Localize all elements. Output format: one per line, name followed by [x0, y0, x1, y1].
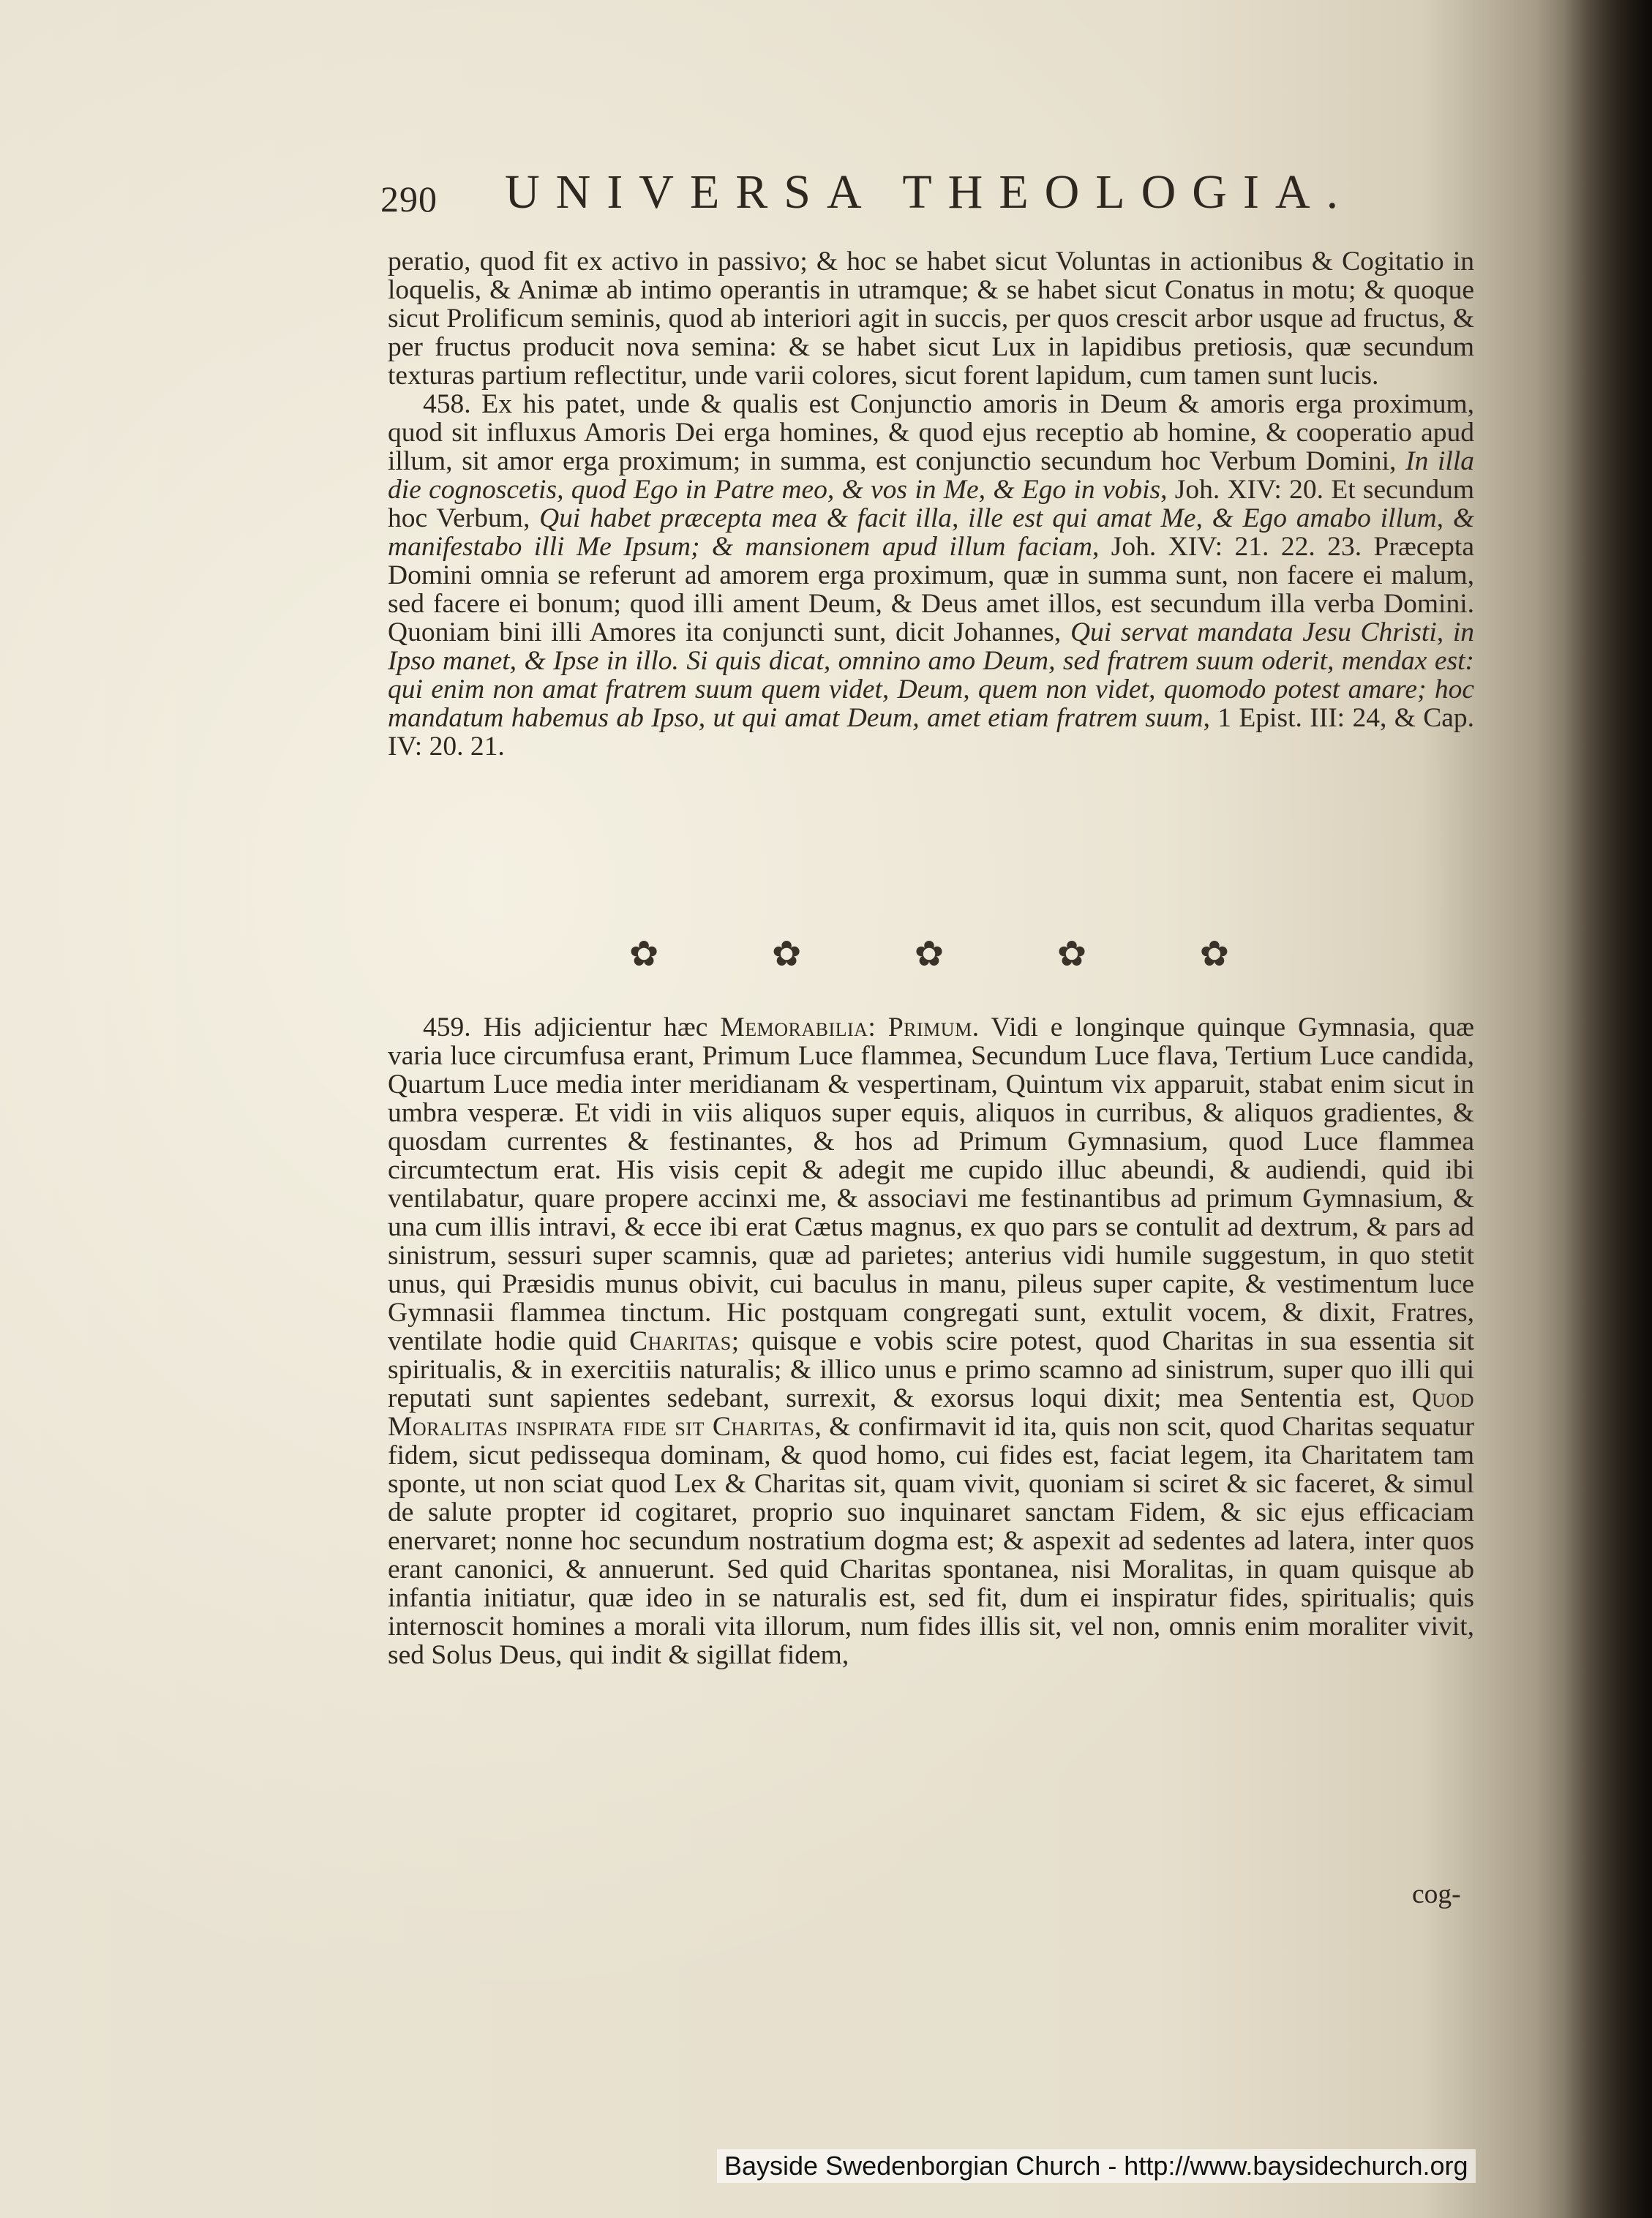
spine-shadow [1564, 0, 1652, 2218]
flower-ornament-icon: ✿ [1199, 935, 1229, 974]
paragraph-continuation: peratio, quod fit ex activo in passivo; & hoc se habet sicut Voluntas in actionibus & Cogitatio in loquelis, & Animæ ab intimo operantis in utramque; & se habet sicut Conatus in motu; & quoque sicut Prolificum seminis, quod ab interiori agit in succis, per quos crescit arbor usque ad fructus, & per fructus producit nova semina: & se habet sicut Lux in lapidibus pretiosis, quæ secundum texturas partium reflectitur, unde varii colores, sicut forent lapidum, cum tamen sunt lucis. [388, 247, 1474, 391]
p459-text-3: , & confirmavit id ita, quis non scit, quod Charitas sequatur fidem, sicut pedissequa dominam, & quod homo, cui fides est, faciat legem, ita Charitatem tam sponte, ut non sciat quod Lex & Charitas sit, quam vivit, quoniam si sciret & sic faceret, & simul de salute propter id cogitaret, proprio suo inquinaret sanctam Fidem, & sic ejus efficaciam enervaret; nonne hoc secundum nostratium dogma est; & aspexit ad sedentes ad latera, inter quos erant canonici, & annuerunt. Sed quid Charitas spontanea, nisi Moralitas, in quam quisque ab infantia initiatur, quæ ideo in se naturalis est, sed fit, dum ei inspiratur fides, spiritualis; quis internoscit homines a morali vita illorum, num fides illis sit, vel non, omnis enim moraliter vivit, sed Solus Deus, qui indit & sigillat fidem, [388, 1412, 1474, 1670]
p459-primum: Primum [887, 1012, 972, 1042]
running-title: UNIVERSA THEOLOGIA. [505, 165, 1355, 219]
catchword: cog- [1412, 1879, 1461, 1909]
p459-text-2: ; quisque e vobis scire potest, quod Charitas in sua essentia sit spiritualis, & in exercitiis naturalis; & illico unus e primo scamno ad sinistrum, super quo illi qui reputati sunt sapientes sedebant, surrexit, & exorsus loqui dixit; mea Sententia est, [388, 1326, 1474, 1413]
page-number: 290 [380, 178, 438, 219]
text-block-top [388, 247, 1474, 761]
flower-ornament-icon: ✿ [914, 935, 945, 974]
p459-colon: : [868, 1012, 888, 1042]
p458-text-2: , Joh. XIV: 20. Et secundum hoc Verbum, [388, 475, 1474, 533]
p459-charitas: Charitas [629, 1326, 732, 1356]
paragraph-458 [388, 390, 1474, 761]
flower-ornament-icon: ✿ [1056, 935, 1087, 974]
p458-quote-3: Qui servat mandata Jesu Christi, in Ipso manet, & Ipse in illo. Si quis dicat, omnino amo Deum, sed fratrem suum oderit, mendax est: qui enim non amat fratrem suum quem videt, Deum, quem non videt, quomodo potest amare; hoc mandatum habemus ab Ipso, ut qui amat Deum, amet etiam fratrem suum [388, 617, 1474, 733]
text-block-bottom [388, 1013, 1474, 1669]
p458-text-4: , 1 Epist. III: 24, & Cap. IV: 20. 21. [388, 703, 1475, 762]
flower-ornament-icon: ✿ [771, 935, 802, 974]
p459-memorabilia: Memorabilia [720, 1012, 868, 1042]
watermark-caption: Bayside Swedenborgian Church - http://www.baysidechurch.org [717, 2149, 1476, 2183]
p458-quote-1: In illa die cognoscetis, quod Ego in Patre meo, & vos in Me, & Ego in vobis [388, 446, 1474, 505]
ornament-row [629, 936, 1229, 973]
p458-text-3: , Joh. XIV: 21. 22. 23. Præcepta Domini omnia se referunt ad amorem erga proximum, quæ in summa sunt, non facere ei malum, sed facere ei bonum; quod illi ament Deum, & Deus amet illos, est secundum illa verba Domini. Quoniam bini illi Amores ita conjuncti sunt, dicit Johannes, [388, 532, 1474, 647]
paragraph-459 [388, 1013, 1474, 1669]
p459-quod-moralitas: Quod Moralitas inspirata fide sit Charitas [388, 1383, 1474, 1442]
p459-text-1: . Vidi e longinque quinque Gymnasia, quæ varia luce circumfusa erant, Primum Luce flammea, Secundum Luce flava, Tertium Luce candida, Quartum Luce media inter meridianam & vespertinam, Quintum vix apparuit, stabat enim sicut in umbra vesperæ. Et vidi in viis aliquos super equis, aliquos in curribus, & aliquos gradientes, & quosdam currentes & festinantes, & hos ad Primum Gymnasium, quod Luce flammea circumtectum erat. His visis cepit & adegit me cupido illuc abeundi, & audiendi, quid ibi ventilabatur, quare propere accinxi me, & associavi me festinantibus ad primum Gymnasium, & una cum illis intravi, & ecce ibi erat Cætus magnus, ex quo pars se contulit ad dextrum, & pars ad sinistrum, sessuri super scamnis, quæ ad parietes; anterius vidi humile suggestum, in quo stetit unus, qui Præsidis munus obivit, cui baculus in manu, pileus super capite, & vestimentum luce Gymnasii flammea tinctum. Hic postquam congregati sunt, extulit vocem, & dixit, Fratres, ventilate hodie quid [388, 1012, 1474, 1356]
p458-quote-2: Qui habet præcepta mea & facit illa, ille est qui amat Me, & Ego amabo illum, & manifestabo illi Me Ipsum; & mansionem apud illum faciam [388, 503, 1474, 562]
flower-ornament-icon: ✿ [629, 935, 659, 974]
p458-text-1: 458. Ex his patet, unde & qualis est Conjunctio amoris in Deum & amoris erga proximum, quod sit influxus Amoris Dei erga homines, & quod ejus receptio ab homine, & cooperatio apud illum, sit amor erga proximum; in summa, est conjunctio secundum hoc Verbum Domini, [388, 389, 1474, 476]
page-header [380, 165, 1478, 223]
p459-lead: 459. His adjicientur hæc [423, 1012, 721, 1042]
